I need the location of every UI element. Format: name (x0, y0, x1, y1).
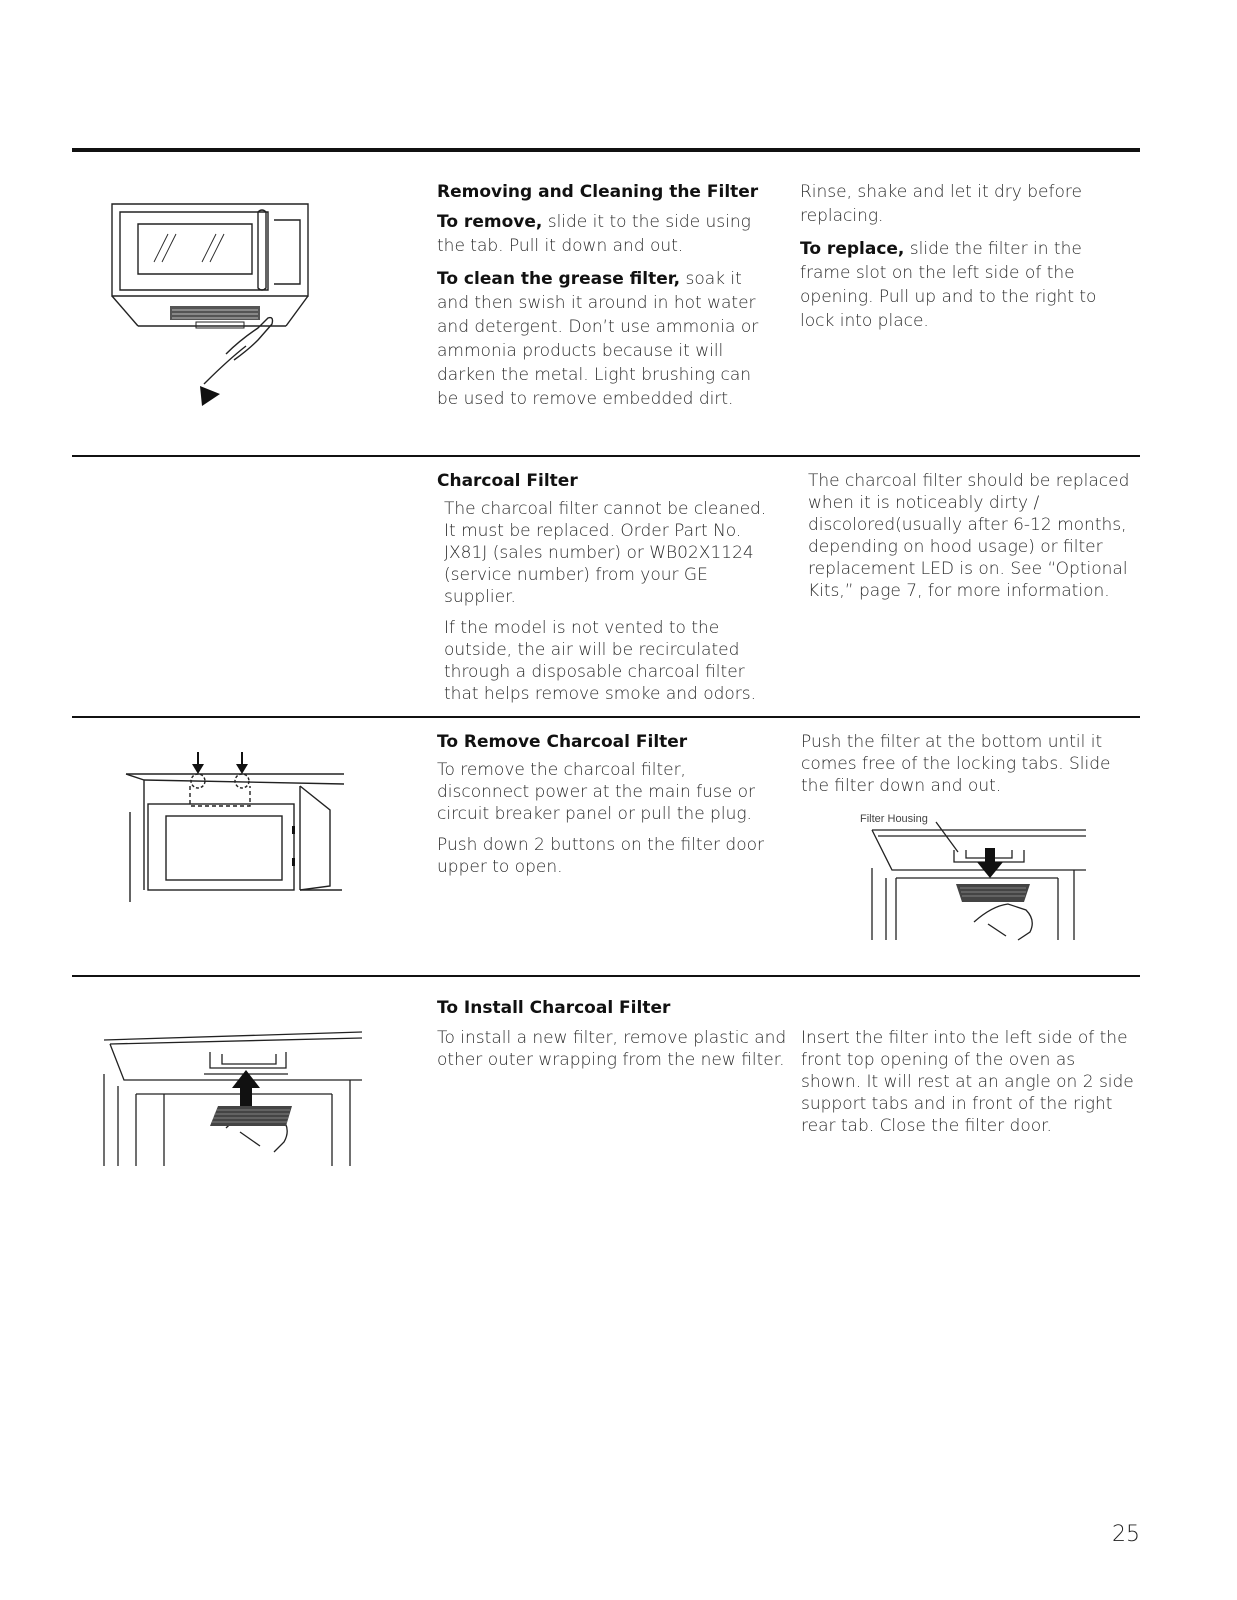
replace-text: slide the filter in the frame slot on the left side of the opening. Pull up and to the right to lock into place. (800, 239, 1097, 331)
push-filter-text: Push the filter at the bottom until it comes free of the locking tabs. Slide the filter down and out. (801, 732, 1111, 796)
section-heading: To Remove Charcoal Filter (437, 732, 688, 752)
install-charcoal-column (437, 997, 797, 1080)
clean-text: soak it and then swish it around in hot water and detergent. Don’t use ammonia or ammonia products because it will darken the metal. Light brushing can be used to remove embedded dirt. (437, 269, 759, 409)
section-divider (72, 716, 1140, 718)
removing-filter-column (437, 180, 777, 420)
page-number: 25 (1112, 1522, 1140, 1547)
install-charcoal-paragraph: To install a new filter, remove plastic and other outer wrapping from the new filter. (437, 1028, 787, 1070)
remove-charcoal-column (437, 731, 777, 887)
section-heading: Charcoal Filter (437, 471, 578, 491)
charcoal-paragraph: The charcoal filter cannot be cleaned. It must be replaced. Order Part No. JX81J (sales number) or WB02X1124 (service number) from your GE supplier. (444, 499, 767, 607)
remove-charcoal-paragraph: Push down 2 buttons on the filter door upper to open. (437, 835, 765, 877)
remove-text: slide it to the side using the tab. Pull it down and out. (437, 212, 751, 256)
charcoal-paragraph: If the model is not vented to the outside, the air will be recirculated through a disposable charcoal filter that helps remove smoke and odors. (444, 618, 757, 704)
section-divider (72, 975, 1140, 977)
clean-instructions (437, 267, 777, 411)
replace-lead: To replace, (800, 239, 905, 259)
install-filter-illustration (100, 1024, 364, 1168)
replace-filter-column (800, 180, 1130, 342)
grease-filter-removal-illustration (108, 200, 318, 410)
filter-door-buttons-illustration (120, 746, 350, 910)
charcoal-filter-column (437, 470, 777, 714)
filter-housing-label: Filter Housing (860, 813, 928, 825)
section-heading: To Install Charcoal Filter (437, 998, 671, 1018)
push-filter-column (801, 731, 1136, 806)
remove-instructions (437, 210, 777, 258)
remove-lead: To remove, (437, 212, 543, 232)
filter-housing-illustration (858, 808, 1090, 944)
replace-instructions (800, 237, 1130, 333)
section-heading: Removing and Cleaning the Filter (437, 182, 759, 202)
top-rule (72, 148, 1140, 152)
insert-filter-text: Insert the filter into the left side of the front top opening of the oven as shown. It will rest at an angle on 2 side support tabs and in front of the right rear tab. Close the filter door. (801, 1028, 1134, 1136)
insert-filter-column (801, 1027, 1136, 1146)
remove-charcoal-paragraph: To remove the charcoal filter, disconnect power at the main fuse or circuit breaker panel or pull the plug. (437, 760, 756, 824)
charcoal-replacement-column (808, 470, 1133, 611)
rinse-text: Rinse, shake and let it dry before replacing. (800, 182, 1082, 226)
section-divider (72, 455, 1140, 457)
clean-lead: To clean the grease filter, (437, 269, 681, 289)
charcoal-replacement-text: The charcoal filter should be replaced when it is noticeably dirty / discolored(usually after 6-12 months, depending on hood usage) or filter replacement LED is on. See “Optional Kits,” page 7, for more information. (808, 471, 1130, 601)
